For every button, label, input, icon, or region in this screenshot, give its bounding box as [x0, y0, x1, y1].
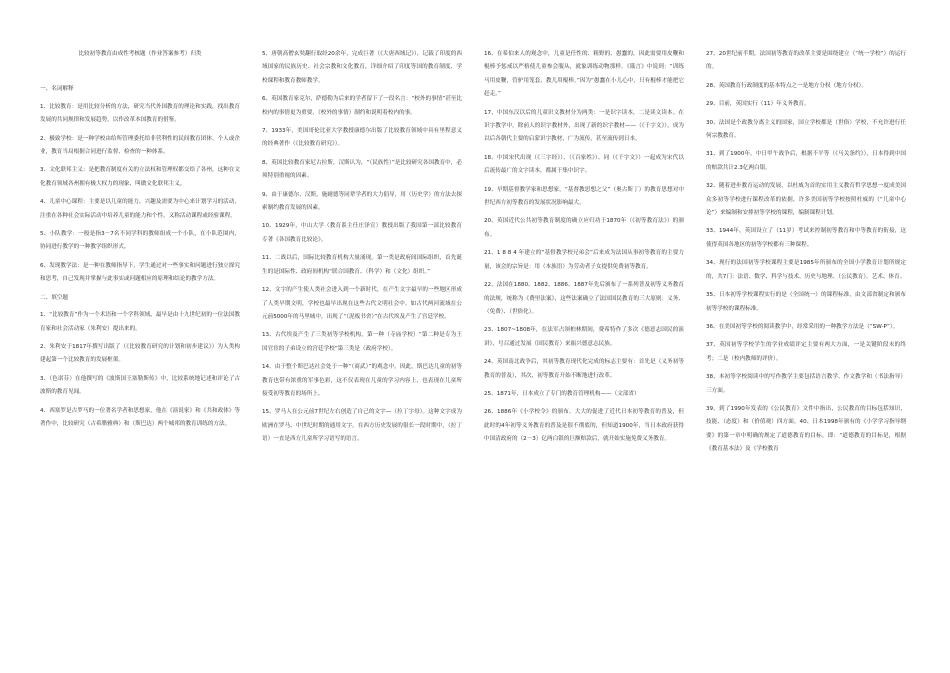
fill-blank-item: 32、随着进步教育运动的发展，以杜威为首的实用主义教育哲学思想一度成美国众多初等学校进行课程改革的依据，许多美国初等学校按照杜威的（“儿童中心论”）来编制和安排初等学校的课程，编制课程计划。 — [706, 183, 906, 217]
fill-blank-item: 22、法国在1880、1882、1886、1887年先后颁布了一系列普及初等义务教育的法规，统称为《费里法案》，这些法案确立了法国国民教育的三大原则：义务、（免费）、（世俗化）。 — [484, 282, 684, 315]
document-title: 比较初等教育由成性考核题（作业答案参考）归类 — [78, 51, 202, 57]
section-heading-definitions: 一、名词解释 — [40, 86, 74, 93]
fill-blank-item: 11、二战以后，国际比较教育机构大量涌现。第一类是政府间国际组织，首先诞生的是国际性、政府间机构“联合国教育、（科学）和（文化）组织。” — [262, 255, 462, 275]
definition-item: 2、极致学校：是一种学校由给所管理委托给非营利性的民间教育团体、个人或企业，教育当局根据合同进行监督、检查的一种体系。 — [40, 135, 240, 156]
fill-blank-item: 18、中国宋代出现（《三字经》）、（《百家姓》）、同（《千字文》）一起成为宋代以后流传最广的文字读本，都属于集中识字。 — [484, 154, 684, 175]
definition-item: 1、比较教育：是用比较分析的方法，研究当代外国教育的理论和实践，找出教育发展的共同规律和发展趋势，以作改革本国教育的借鉴。 — [40, 103, 240, 124]
definition-item: 5、小队教学：一般是指3－7名不同学科的教师组成一个小队，在小队范围内，协同进行教学的一种教学组织形式。 — [40, 231, 240, 251]
fill-blank-item: 6、英国教育家克尔，萨德勒为后来的学者留下了一段名言：“校外的事情”甚至比校内的事情更为重要，（校外的事情）制约和说明着校内的事。 — [262, 96, 462, 116]
fill-blank-item: 3、（色诺芬）在他撰写的《波斯国王塞勒斯传》中，比较系统地记述和评论了古波斯的教育见闻。 — [40, 375, 240, 396]
fill-blank-item: 24、英国南北战争后，其初等教育现代化完成的标志主要有：首先是（义务初等教育的普及），其次，初等教育开始不断地进行改革。 — [484, 359, 684, 379]
definition-item: 6、发现教学法：是一种在教师指导下，学生通过对一些事实和问题进行独立探究和思考，自己发现并掌握与此事实或问题相应的原理和结论的教学方法。 — [40, 262, 240, 283]
fill-blank-item: 39、到了1990年发表的《公民教育》文件中指出，公民教育的目标包括知识，技能、（态度）和（价值观）四方面。40、日本1998年颁有的《小学学习指导纲要》的第一章中明确的规定了道德教育的目标，即：“道德教育的目标是，根据《教育基本法》及《学校教育 — [706, 405, 906, 453]
definition-item: 4、儿童中心课程：主要是以儿童的能力、兴趣及需要为中心来计划学习的活动，注重在各种社会实际活动中培养儿童的能力和个性。又称活动课程或经验课程。 — [40, 199, 240, 219]
fill-blank-item: 26、1886年《小学校令》的颁布，大大的促进了近代日本初等教育的普及，但此时的4年初等义务教育的普及是很不彻底的，但知道1900年，当日本政府获得中国清政府的（2－3）亿两白银的巨额赔款后，就开始实施免费义务教育。 — [484, 409, 684, 443]
section-heading-fill-blanks: 二、填空题 — [40, 294, 68, 301]
column-2 — [262, 48, 462, 452]
fill-blank-item: 15、罗马人在公元前7世纪左右创造了自己的文字—（拉丁字母）。这种文字成为欧洲在罗马、中世纪时期的通用文字，在西方历史发展的很长一段时期中，（拉丁语）一直是西方儿童所学习语写的语言。 — [262, 409, 462, 443]
fill-blank-item: 27、20世纪前半期，法国初等教育的改革主要是围绕建立（“统一学校”）的运行的。 — [706, 51, 906, 71]
fill-blank-item: 19、早期基督教学家和思想家，“基督教思想之父”（奥古斯丁）的教育思想对中世纪西方初等教育的发展状况影响最大。 — [484, 186, 684, 207]
fill-blank-item: 17、中国东汉以后的儿童识文教材分为两类：一是识字读本，二是读文读本。在识字教学中，除前人的识字教材外，出现了新的识字教材——（《千字文》），成为以后各朝代主要的启蒙识字教材，广为流传，甚至流传到日本。 — [484, 109, 684, 143]
fill-blank-item: 35、日本初等学校课程实行的是（全国统一）的课程标准，由文部省制定和颁布初等学校的课程标准。 — [706, 292, 906, 312]
fill-blank-item: 30、法国是个政教分离主义的国家，国立学校都是（世俗）学校，不允许进行任何宗教教育。 — [706, 119, 906, 140]
column-4 — [706, 48, 906, 462]
fill-blank-item: 5、唐朝高僧玄奘翻行取经20余年，完成巨著（《大唐西域记》），记载了印度的西域国家的民族历史、社会宗教和文化教育，详细介绍了印度等国的教育制度、学校课程和教育教师教学。 — [262, 51, 462, 84]
fill-blank-item: 31、到了1900年，中日甲午战争后，根据不平等（《马关条约》），日本得到中国的赔款共计2.3亿两白银。 — [706, 151, 906, 171]
fill-blank-item: 13、古代埃及产生了三类初等学校机构，第一种（寺庙学校）“第二种是专为王国官宦的子弟设立的宫廷学校”第三类是（政府学校）。 — [262, 332, 462, 352]
fill-blank-item: 4、西塞罗是古罗马的一位著名学者和思想家，他在《演说家》和《共和政体》等著作中，比较研究（古希腊雅典）和（斯巴达）两个城邦的教育训练的方法。 — [40, 407, 240, 427]
fill-blank-item: 20、英国近代公共初等教育制度的确立应归功于1870年（《初等教育法》）的颁布。 — [484, 218, 684, 238]
fill-blank-item: 25、1871年，日本成立了专门的教育管理机构——（文部省） — [484, 390, 640, 397]
definition-item: 3、文化联邦主义：是把教育制度有关的立法权和管理权都交给了各州，这种在文化教育领域各州拥有极大权力的现象，叫做文化联邦主义。 — [40, 167, 240, 187]
fill-blank-item: 9、由于康德尔、汉斯，施耐德等同辈学者的大力倡导，用（历史学）的方法去探索制约教育发展的因素。 — [262, 191, 462, 212]
fill-blank-item: 16、在希伯来人的观念中，儿童是任性的、粗野的、愚蠢的，因此需要用皮鞭和棍棒予惩戒以严格使儿童参会服从，就象训练动物那样。《箴言》中说到：“训练马用皮鞭，管驴用笼套，教儿用棍棒。”因为“愚蠢在小儿心中，只有棍棒才能把它赶走。” — [484, 51, 684, 98]
fill-blank-item: 21、1 8 8 4 年建立的“基督教学校兄弟会”后来成为法国从事初等教育的主要力量，该会的宗旨是：用（本族语）为劳动者子女提供免费初等教育。 — [484, 250, 684, 270]
fill-blank-item: 29、目前，英国实行（11）年义务教育。 — [706, 101, 810, 108]
fill-blank-item: 2、朱利安于1817年撰写出版了（《比较教育研究的计划和初步建议》）为人类构建起第一个比较教育的发展框架。 — [40, 343, 240, 364]
fill-blank-item: 36、在美国初等学校的阅读教学中，经常采用的一种教学方法是（“SW-P”）。 — [706, 323, 899, 330]
fill-blank-item: 34、现行的法国初等学校课程主要是1985年所颁布的全国小学教育计划所规定的，共7门：法语、数学、科学与技术、历史与地理、（公民教育），艺术、体育。 — [706, 260, 906, 280]
fill-blank-item: 8、英国比较教育家尼古拉斯，汉斯认为，“（民族性）”是比较研究各国教育中，必须特别重视的因素。 — [262, 159, 462, 180]
fill-blank-item: 14、由于整个斯巴达社会处于一种“（商武）”的观念中，因此，斯巴达儿童的初等教育也带有浓重的军事色彩，这不仅表现在儿童的学习内容上，也表现在儿童所接受初等教育的场所上。 — [262, 364, 462, 397]
fill-blank-item: 10、1929年，中山大学（教育系主任庄泽宣）教授出版了我国第一部比较教育专著《各国教育比较论》。 — [262, 223, 462, 243]
fill-blank-item: 38、本初等学校阅读中的写作教学主要包括语言教学、作文教学和（书法指导）三方面。 — [706, 374, 906, 394]
fill-blank-item: 28、英国教育行政制度的基本特点之一是地方分权（地方分权）。 — [706, 82, 867, 89]
fill-blank-item: 37、英国初等学校学生的学业成绩评定主要有两大方面，一是关键阶段末的终考；二是（校内教师的评价）。 — [706, 342, 906, 362]
column-1 — [40, 48, 240, 436]
fill-blank-item: 33、1944年，英国设立了（11岁）考试来控制初等教育和中等教育的衔接，这使得英国各地区的初等学校都有三种课程。 — [706, 228, 906, 248]
fill-blank-item: 7、1933年，美国哥伦比亚大学教授康德尔出版了比较教育领域中具有里程意义的经典著作（《比较教育研究》）。 — [262, 128, 462, 148]
fill-blank-item: 1、“比较教育”作为一个术语和一个学科领域，最早是由十九世纪初的一位法国教育家和社会活动家（朱利安）提出来的。 — [40, 312, 240, 332]
column-3 — [484, 48, 684, 452]
fill-blank-item: 23、1807~1808年，在法军占领柏林期间，费希特作了多次《德意志国民的演讲》，号召通过发展（国民教育）来振兴德意志民族。 — [484, 327, 684, 347]
fill-blank-item: 12、文字的产生使人类社会进入到一个新时代，在产生文字最早的一些地区形成了人类早期文明，学校也最早出现在这些古代文明社会中。如古代两河流域在公元前5000年的马里城中，出现了“（泥板书舍）”在古代埃及产生了宫廷学校。 — [262, 287, 462, 320]
